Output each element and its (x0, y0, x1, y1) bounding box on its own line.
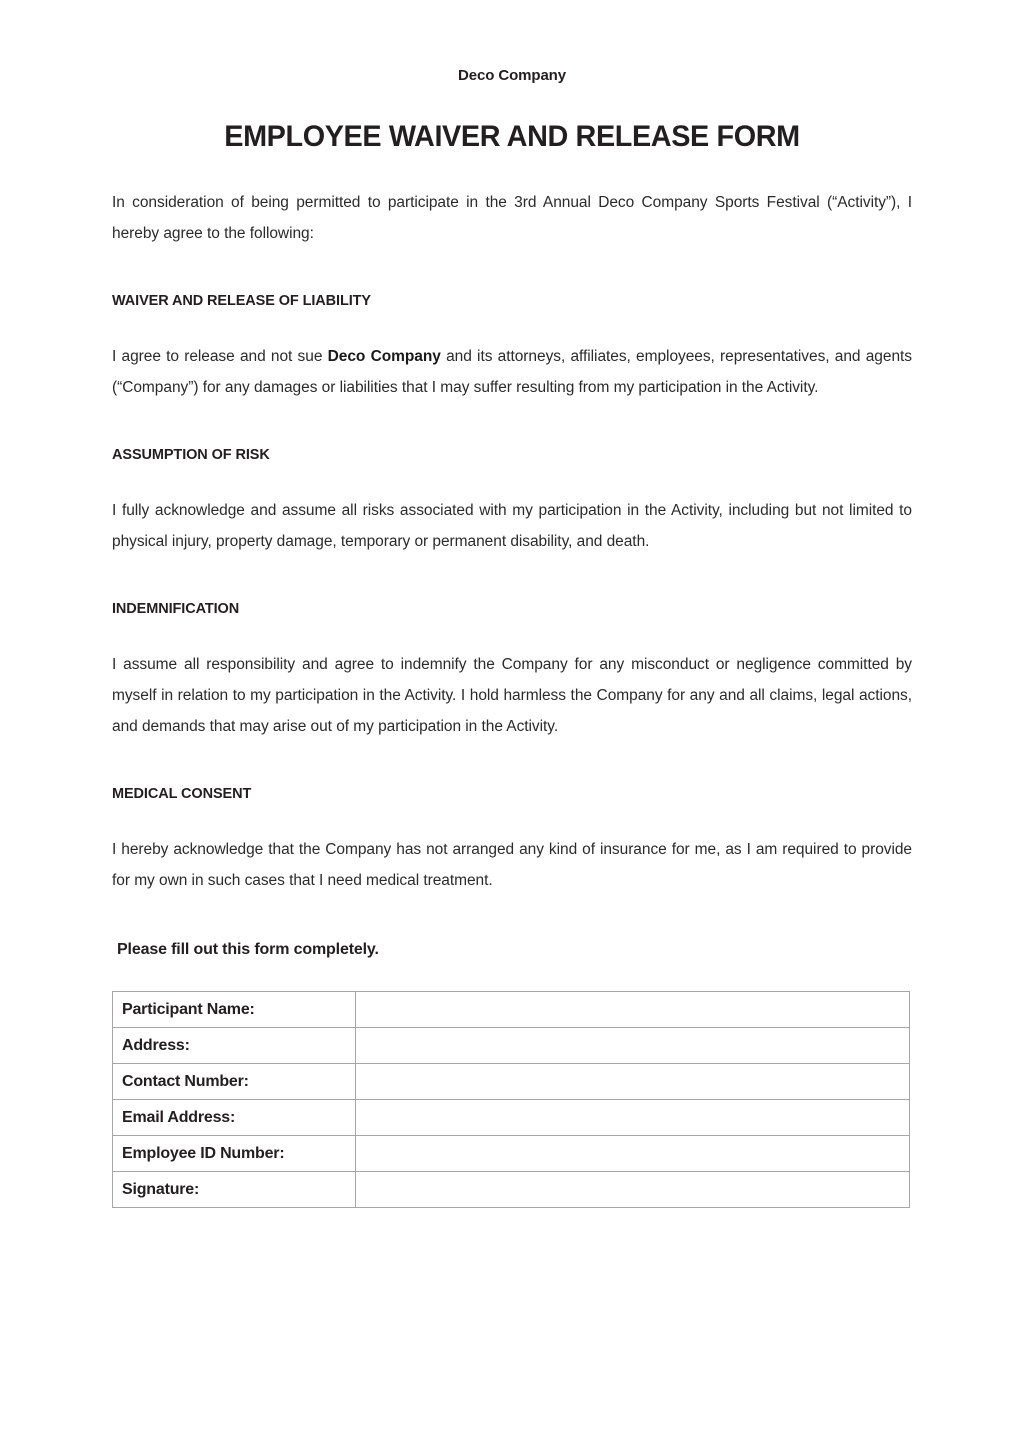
section-assumption-of-risk (112, 403, 912, 557)
table-row (113, 1136, 910, 1172)
participant-form-table (112, 991, 910, 1208)
field-label-address: Address: (113, 1028, 356, 1064)
section-heading-waiver: WAIVER AND RELEASE OF LIABILITY (112, 293, 371, 309)
field-label-signature: Signature: (113, 1172, 356, 1208)
section-heading-medical-consent: MEDICAL CONSENT (112, 786, 252, 802)
document-content (112, 0, 912, 1208)
table-row (113, 1100, 910, 1136)
section-body-indemnification: I assume all responsibility and agree to indemnify the Company for any misconduct or negligence committed by myself in relation to my participation in the Activity. I hold harmless the Company for any and all claims, legal actions, and demands that may arise out of my participation in the Activity. (112, 656, 912, 735)
section-medical-consent (112, 742, 912, 896)
section-body-assumption-of-risk: I fully acknowledge and assume all risks associated with my participation in the Activity, including but not limited to physical injury, property damage, temporary or permanent disability, and death. (112, 502, 912, 550)
field-input-employee-id-number[interactable] (356, 1136, 910, 1172)
table-row (113, 992, 910, 1028)
table-row (113, 1028, 910, 1064)
waiver-text-part-1: I agree to release and not sue (112, 348, 328, 365)
page-title: EMPLOYEE WAIVER AND RELEASE FORM (224, 120, 800, 153)
participant-form-table-wrapper (112, 961, 912, 1208)
section-heading-indemnification: INDEMNIFICATION (112, 601, 240, 617)
fill-out-instruction: Please fill out this form completely. (117, 941, 379, 958)
field-input-signature[interactable] (356, 1172, 910, 1208)
field-input-email-address[interactable] (356, 1100, 910, 1136)
section-indemnification (112, 557, 912, 742)
section-heading-assumption-of-risk: ASSUMPTION OF RISK (112, 447, 270, 463)
waiver-text-part-2: and its attorneys, affiliates, employees, representatives, and agents (“Company”) for any damages or liabilities that I may suffer resulting from my participation in the Activity. (112, 348, 912, 396)
field-input-contact-number[interactable] (356, 1064, 910, 1100)
company-name: Deco Company (458, 67, 566, 84)
participant-form-table-body (113, 992, 910, 1208)
field-label-contact-number: Contact Number: (113, 1064, 356, 1100)
section-body-medical-consent: I hereby acknowledge that the Company has not arranged any kind of insurance for me, as I am required to provide for my own in such cases that I need medical treatment. (112, 841, 912, 889)
table-row (113, 1064, 910, 1100)
field-input-address[interactable] (356, 1028, 910, 1064)
field-label-employee-id-number: Employee ID Number: (113, 1136, 356, 1172)
field-label-participant-name: Participant Name: (113, 992, 356, 1028)
section-waiver-and-release-of-liability (112, 249, 912, 403)
field-input-participant-name[interactable] (356, 992, 910, 1028)
table-row (113, 1172, 910, 1208)
intro-paragraph: In consideration of being permitted to participate in the 3rd Annual Deco Company Sports Festival (“Activity”), I hereby agree to the following: (112, 194, 912, 242)
field-label-email-address: Email Address: (113, 1100, 356, 1136)
section-body-waiver (112, 311, 912, 403)
waiver-company-bold: Deco Company (327, 348, 441, 365)
